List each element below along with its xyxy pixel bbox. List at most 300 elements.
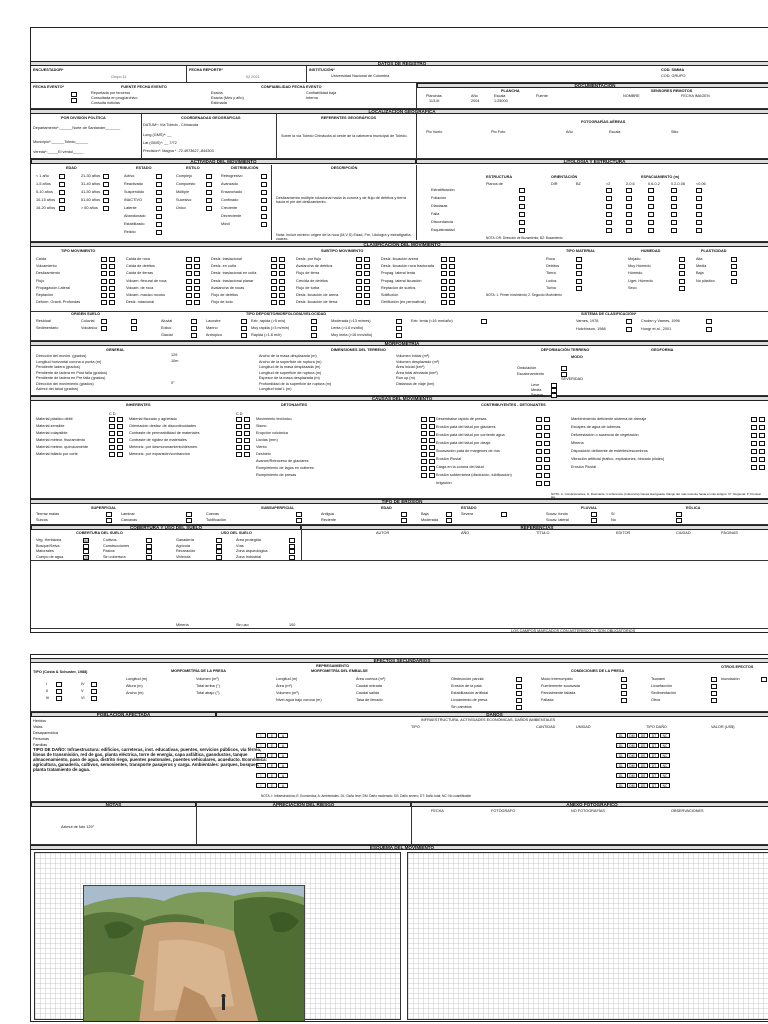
danos-code-group[interactable]	[256, 753, 289, 758]
espaciamiento-checkbox[interactable]	[626, 188, 632, 193]
contribuyente-d[interactable]	[544, 465, 550, 470]
uso-checkbox[interactable]	[289, 555, 295, 560]
contribuyente-d[interactable]	[759, 465, 765, 470]
institucion-value[interactable]: Universidad Nacional de Colombia	[331, 74, 390, 78]
danos-code[interactable]: E	[267, 743, 277, 748]
erosion-subsuperficial-item-checkbox[interactable]	[296, 518, 302, 523]
danos-code[interactable]: A	[278, 743, 288, 748]
espaciamiento-checkbox[interactable]	[648, 188, 654, 193]
danos-code[interactable]: A	[278, 763, 288, 768]
otros-item-checkbox[interactable]	[711, 698, 717, 703]
danos-tipo-dano[interactable]: DM	[627, 743, 637, 748]
sin-uso-value[interactable]: 100	[289, 623, 296, 627]
humedad-item-checkbox[interactable]	[679, 286, 685, 291]
subtipo-checkbox-2[interactable]	[364, 264, 370, 269]
esquema-grid-right[interactable]	[407, 852, 768, 1020]
contribuyente-d[interactable]	[544, 457, 550, 462]
subtipo-checkbox-1[interactable]	[356, 293, 362, 298]
estilo-item-checkbox[interactable]	[206, 174, 212, 179]
danos-tipo-dano-group[interactable]	[616, 783, 671, 788]
datum-field[interactable]: DATUM*: Vía Toledo - Chinacota	[143, 123, 199, 127]
subtipo-checkbox-2[interactable]	[194, 279, 200, 284]
estado-item-checkbox[interactable]	[156, 190, 162, 195]
erosion-edad-item-checkbox[interactable]	[401, 512, 407, 517]
humedad-item-checkbox[interactable]	[679, 279, 685, 284]
espaciamiento-checkbox[interactable]	[696, 212, 702, 217]
cobertura-value[interactable]: 80	[84, 539, 88, 543]
espaciamiento-checkbox[interactable]	[626, 220, 632, 225]
contribuyente-c[interactable]	[751, 425, 757, 430]
tm-checkbox-2[interactable]	[109, 264, 115, 269]
subtipo-checkbox-1[interactable]	[356, 271, 362, 276]
danos-code[interactable]: I	[256, 743, 266, 748]
subtipo-checkbox-2[interactable]	[364, 286, 370, 291]
tm-checkbox-1[interactable]	[101, 300, 107, 305]
sistema-checkbox[interactable]	[706, 327, 712, 332]
otros-item-checkbox[interactable]	[711, 677, 717, 682]
danos-code[interactable]: I	[256, 783, 266, 788]
detonante-c[interactable]	[421, 459, 427, 464]
inherente-d[interactable]	[117, 431, 123, 436]
danos-tipo-dano[interactable]: NC	[660, 773, 670, 778]
cobertura-checkbox[interactable]	[146, 555, 152, 560]
danos-code[interactable]: E	[267, 753, 277, 758]
inherente-c[interactable]	[109, 438, 115, 443]
contribuyente-d[interactable]	[544, 481, 550, 486]
uso-checkbox[interactable]	[216, 549, 222, 554]
distribucion-item-checkbox[interactable]	[261, 206, 267, 211]
erosion-superficial-item-checkbox[interactable]	[186, 512, 192, 517]
danos-tipo-dano[interactable]: DT	[649, 733, 659, 738]
contribuyente-c[interactable]	[536, 465, 542, 470]
subtipo-checkbox-1[interactable]	[271, 300, 277, 305]
condicion-item-checkbox[interactable]	[516, 691, 522, 696]
estado-item-checkbox[interactable]	[156, 214, 162, 219]
plano-checkbox[interactable]	[519, 220, 525, 225]
distribucion-item-checkbox[interactable]	[261, 214, 267, 219]
cobertura-value[interactable]	[83, 544, 89, 549]
subtipo-checkbox-2[interactable]	[279, 271, 285, 276]
danos-code[interactable]: E	[267, 763, 277, 768]
detonante-c[interactable]	[421, 424, 427, 429]
espaciamiento-checkbox[interactable]	[671, 204, 677, 209]
plano-checkbox[interactable]	[519, 228, 525, 233]
danos-tipo-dano[interactable]: DT	[649, 773, 659, 778]
coord-precision[interactable]: Precisión*: Magna * -72.4973627,-844303	[143, 149, 214, 153]
danos-code-group[interactable]	[256, 733, 289, 738]
danos-tipo-dano[interactable]: DM	[627, 753, 637, 758]
origen-item-checkbox[interactable]	[191, 319, 197, 324]
edad-item-checkbox[interactable]	[59, 206, 65, 211]
danos-tipo-dano[interactable]: NC	[660, 743, 670, 748]
subtipo-checkbox-2[interactable]	[449, 264, 455, 269]
danos-tipo-dano[interactable]: DL	[616, 763, 626, 768]
danos-tipo-dano[interactable]: DS	[638, 763, 648, 768]
contribuyente-c[interactable]	[536, 441, 542, 446]
espaciamiento-checkbox[interactable]	[671, 220, 677, 225]
espaciamiento-checkbox[interactable]	[626, 204, 632, 209]
severidad-item-checkbox[interactable]	[551, 393, 557, 398]
tm-checkbox-1[interactable]	[101, 293, 107, 298]
contribuyente-c[interactable]	[536, 449, 542, 454]
plasticidad-item-checkbox[interactable]	[731, 257, 737, 262]
subtipo-checkbox-1[interactable]	[271, 257, 277, 262]
contribuyente-d[interactable]	[544, 441, 550, 446]
subtipo-checkbox-1[interactable]	[441, 279, 447, 284]
subtipo-checkbox-1[interactable]	[186, 300, 192, 305]
subtipo-checkbox-2[interactable]	[364, 300, 370, 305]
notas-value[interactable]: Azimut de foto 129°	[61, 825, 95, 829]
inherente-d[interactable]	[244, 438, 250, 443]
uso-checkbox[interactable]	[216, 538, 222, 543]
erosion-superficial-item-checkbox[interactable]	[186, 518, 192, 523]
deformacion-item-checkbox[interactable]	[561, 366, 567, 371]
erosion-estado-item-checkbox[interactable]	[446, 512, 452, 517]
general-value[interactable]: 10m	[171, 358, 179, 363]
danos-code[interactable]: A	[278, 773, 288, 778]
danos-tipo-dano[interactable]: NC	[660, 753, 670, 758]
condicion-item-checkbox[interactable]	[621, 691, 627, 696]
uso-checkbox[interactable]	[216, 544, 222, 549]
danos-code[interactable]: I	[256, 753, 266, 758]
erosion-superficial-item-checkbox[interactable]	[106, 512, 112, 517]
erosion-fluvial-item-checkbox[interactable]	[591, 518, 597, 523]
subtipo-checkbox-2[interactable]	[449, 271, 455, 276]
inherente-d[interactable]	[117, 424, 123, 429]
detonante-d[interactable]	[429, 452, 435, 457]
danos-tipo-dano[interactable]: DT	[649, 743, 659, 748]
referentes-text[interactable]: Sobre la vía Toledo Chinácota al oeste de la cabecera municipal de Toledo.	[281, 134, 408, 138]
inherente-d[interactable]	[117, 417, 123, 422]
municipio-field[interactable]: Municipio*:______Toledo______	[33, 140, 89, 144]
espaciamiento-checkbox[interactable]	[626, 196, 632, 201]
velocidad-item-checkbox[interactable]	[311, 333, 317, 338]
espaciamiento-checkbox[interactable]	[696, 220, 702, 225]
coord-long[interactable]: Long (GMS)*: __	[143, 133, 172, 137]
coord-lat[interactable]: Lat (GMS)*: __ 7/72	[143, 141, 177, 145]
origen-item-checkbox[interactable]	[241, 319, 247, 324]
plancha-val[interactable]: 1:25000	[494, 99, 508, 103]
danos-tipo-dano[interactable]: DM	[627, 733, 637, 738]
plasticidad-item-checkbox[interactable]	[731, 279, 737, 284]
detonante-c[interactable]	[421, 445, 427, 450]
departamento-field[interactable]: Departamento*:______Norte de Santander_______	[33, 126, 121, 130]
subtipo-checkbox-1[interactable]	[356, 279, 362, 284]
danos-tipo-dano[interactable]: DM	[627, 763, 637, 768]
uso-checkbox[interactable]	[216, 555, 222, 560]
tm-checkbox-1[interactable]	[101, 271, 107, 276]
inundacion-checkbox[interactable]	[761, 677, 767, 682]
danos-tipo-dano-group[interactable]	[616, 733, 671, 738]
subtipo-checkbox-1[interactable]	[441, 293, 447, 298]
velocidad-item-checkbox[interactable]	[396, 319, 402, 324]
danos-code[interactable]: A	[278, 753, 288, 758]
condicion-item-checkbox[interactable]	[621, 684, 627, 689]
danos-code-group[interactable]	[256, 763, 289, 768]
material-item-checkbox[interactable]	[576, 264, 582, 269]
condicion-item-checkbox[interactable]	[621, 677, 627, 682]
espaciamiento-checkbox[interactable]	[606, 212, 612, 217]
subtipo-checkbox-2[interactable]	[449, 286, 455, 291]
erosion-estado-item-checkbox[interactable]	[446, 518, 452, 523]
inherente-d[interactable]	[244, 445, 250, 450]
velocidad-item-checkbox[interactable]	[311, 319, 317, 324]
subtipo-checkbox-2[interactable]	[194, 300, 200, 305]
cobertura-value[interactable]: 20	[84, 555, 88, 560]
humedad-item-checkbox[interactable]	[679, 264, 685, 269]
danos-tipo-dano[interactable]: NC	[660, 733, 670, 738]
contribuyente-d[interactable]	[759, 449, 765, 454]
estilo-item-checkbox[interactable]	[206, 190, 212, 195]
inherente-d[interactable]	[244, 424, 250, 429]
subtipo-checkbox-2[interactable]	[279, 300, 285, 305]
erosion-subsuperficial-item-checkbox[interactable]	[296, 512, 302, 517]
danos-tipo-dano-group[interactable]	[616, 753, 671, 758]
subtipo-checkbox-2[interactable]	[449, 257, 455, 262]
inherente-d[interactable]	[117, 452, 123, 457]
danos-tipo-dano[interactable]: DL	[616, 743, 626, 748]
contribuyente-d[interactable]	[759, 441, 765, 446]
contribuyente-c[interactable]	[536, 417, 542, 422]
inherente-c[interactable]	[109, 445, 115, 450]
velocidad-item-checkbox[interactable]	[396, 333, 402, 338]
contribuyente-c[interactable]	[536, 433, 542, 438]
estado-item-checkbox[interactable]	[156, 206, 162, 211]
subtipo-checkbox-2[interactable]	[279, 293, 285, 298]
detonante-c[interactable]	[421, 417, 427, 422]
contribuyente-c[interactable]	[751, 433, 757, 438]
espaciamiento-checkbox[interactable]	[696, 228, 702, 233]
condicion-item-checkbox[interactable]	[516, 684, 522, 689]
tipo-costa-checkbox[interactable]	[56, 689, 62, 694]
detonante-c[interactable]	[421, 466, 427, 471]
estilo-item-checkbox[interactable]	[206, 198, 212, 203]
danos-code[interactable]: I	[256, 763, 266, 768]
edad-item-checkbox[interactable]	[59, 190, 65, 195]
edad-item-checkbox[interactable]	[103, 174, 109, 179]
danos-code[interactable]: A	[278, 733, 288, 738]
inherente-d[interactable]	[117, 438, 123, 443]
edad-item-checkbox[interactable]	[59, 198, 65, 203]
cobertura-checkbox[interactable]	[146, 538, 152, 543]
subtipo-checkbox-1[interactable]	[271, 293, 277, 298]
danos-code[interactable]: E	[267, 773, 277, 778]
subtipo-checkbox-1[interactable]	[441, 300, 447, 305]
sistema-checkbox[interactable]	[626, 327, 632, 332]
subtipo-checkbox-1[interactable]	[441, 264, 447, 269]
condicion-item-checkbox[interactable]	[516, 677, 522, 682]
erosion-fluvial-item-checkbox[interactable]	[591, 512, 597, 517]
espaciamiento-checkbox[interactable]	[648, 220, 654, 225]
danos-tipo-dano[interactable]: NC	[660, 783, 670, 788]
subtipo-checkbox-2[interactable]	[449, 279, 455, 284]
inherente-c[interactable]	[109, 431, 115, 436]
espaciamiento-checkbox[interactable]	[648, 212, 654, 217]
espaciamiento-checkbox[interactable]	[648, 204, 654, 209]
detonante-d[interactable]	[429, 466, 435, 471]
danos-tipo-dano[interactable]: DL	[616, 773, 626, 778]
danos-tipo-dano-group[interactable]	[616, 743, 671, 748]
plano-checkbox[interactable]	[519, 204, 525, 209]
subtipo-checkbox-1[interactable]	[356, 300, 362, 305]
detonante-d[interactable]	[429, 459, 435, 464]
distribucion-item-checkbox[interactable]	[261, 222, 267, 227]
danos-code[interactable]: E	[267, 783, 277, 788]
material-item-checkbox[interactable]	[576, 286, 582, 291]
edad-item-checkbox[interactable]	[103, 190, 109, 195]
danos-code-group[interactable]	[256, 743, 289, 748]
contribuyente-d[interactable]	[544, 449, 550, 454]
cobertura-checkbox[interactable]	[146, 544, 152, 549]
subtipo-checkbox-1[interactable]	[186, 293, 192, 298]
edad-item-checkbox[interactable]	[59, 182, 65, 187]
subtipo-checkbox-1[interactable]	[186, 271, 192, 276]
espaciamiento-checkbox[interactable]	[606, 204, 612, 209]
detonante-d[interactable]	[429, 424, 435, 429]
detonante-c[interactable]	[421, 438, 427, 443]
subtipo-checkbox-1[interactable]	[356, 257, 362, 262]
espaciamiento-checkbox[interactable]	[626, 228, 632, 233]
subtipo-checkbox-2[interactable]	[364, 271, 370, 276]
origen-item-checkbox[interactable]	[191, 333, 197, 338]
origen-item-checkbox[interactable]	[241, 333, 247, 338]
tipo-costa-checkbox[interactable]	[91, 682, 97, 687]
danos-code-group[interactable]	[256, 773, 289, 778]
origen-item-checkbox[interactable]	[101, 319, 107, 324]
contribuyente-c[interactable]	[751, 457, 757, 462]
danos-tipo-dano[interactable]: DL	[616, 783, 626, 788]
subtipo-checkbox-1[interactable]	[271, 271, 277, 276]
espaciamiento-checkbox[interactable]	[606, 188, 612, 193]
contribuyente-d[interactable]	[544, 473, 550, 478]
inherente-c[interactable]	[236, 452, 242, 457]
tipo-costa-checkbox[interactable]	[56, 682, 62, 687]
danos-code[interactable]: A	[278, 783, 288, 788]
contribuyente-c[interactable]	[536, 425, 542, 430]
condicion-item-checkbox[interactable]	[621, 698, 627, 703]
danos-tipo-dano[interactable]: DS	[638, 773, 648, 778]
estilo-item-checkbox[interactable]	[206, 182, 212, 187]
subtipo-checkbox-2[interactable]	[279, 257, 285, 262]
velocidad-item-checkbox[interactable]	[311, 326, 317, 331]
sistema-checkbox[interactable]	[626, 319, 632, 324]
subtipo-checkbox-2[interactable]	[279, 286, 285, 291]
tipo-costa-checkbox[interactable]	[56, 696, 62, 701]
inherente-d[interactable]	[117, 445, 123, 450]
origen-item-checkbox[interactable]	[191, 326, 197, 331]
danos-code-group[interactable]	[256, 783, 289, 788]
subtipo-checkbox-1[interactable]	[186, 264, 192, 269]
danos-tipo-dano[interactable]: DT	[649, 763, 659, 768]
tm-checkbox-2[interactable]	[109, 271, 115, 276]
tm-checkbox-2[interactable]	[109, 293, 115, 298]
subtipo-checkbox-2[interactable]	[279, 264, 285, 269]
subtipo-checkbox-1[interactable]	[356, 286, 362, 291]
tm-checkbox-2[interactable]	[109, 257, 115, 262]
plano-checkbox[interactable]	[519, 188, 525, 193]
estado-item-checkbox[interactable]	[156, 182, 162, 187]
plancha-val[interactable]: 2004	[471, 99, 480, 103]
condicion-item-checkbox[interactable]	[516, 698, 522, 703]
distribucion-item-checkbox[interactable]	[261, 190, 267, 195]
espaciamiento-checkbox[interactable]	[696, 188, 702, 193]
distribucion-item-checkbox[interactable]	[261, 198, 267, 203]
subtipo-checkbox-2[interactable]	[279, 279, 285, 284]
subtipo-checkbox-2[interactable]	[194, 257, 200, 262]
vereda-field[interactable]: Vereda*:_____El verdul_____	[33, 150, 84, 154]
estado-item-checkbox[interactable]	[156, 230, 162, 235]
danos-tipo-dano[interactable]: DL	[616, 753, 626, 758]
origen-item-checkbox[interactable]	[241, 326, 247, 331]
subtipo-checkbox-1[interactable]	[186, 286, 192, 291]
subtipo-checkbox-1[interactable]	[271, 286, 277, 291]
subtipo-checkbox-2[interactable]	[364, 257, 370, 262]
detonante-c[interactable]	[421, 452, 427, 457]
danos-tipo-dano[interactable]: DM	[627, 773, 637, 778]
inherente-d[interactable]	[244, 431, 250, 436]
plancha-val[interactable]: 113-III	[429, 99, 440, 103]
contribuyente-d[interactable]	[544, 417, 550, 422]
erosion-edad-item-checkbox[interactable]	[401, 518, 407, 523]
origen-item-checkbox[interactable]	[101, 326, 107, 331]
humedad-item-checkbox[interactable]	[679, 257, 685, 262]
tm-checkbox-1[interactable]	[101, 279, 107, 284]
subtipo-checkbox-2[interactable]	[194, 293, 200, 298]
espaciamiento-checkbox[interactable]	[626, 212, 632, 217]
edad-item-checkbox[interactable]	[103, 182, 109, 187]
subtipo-checkbox-1[interactable]	[441, 286, 447, 291]
subtipo-checkbox-1[interactable]	[356, 264, 362, 269]
contribuyente-c[interactable]	[536, 457, 542, 462]
descripcion-text[interactable]: Deslizamiento múltiple rotacional hacia la corona y de flujo de detritos y tierra hacia el pie del deslizamiento.	[276, 196, 407, 205]
tm-checkbox-1[interactable]	[101, 257, 107, 262]
subtipo-checkbox-1[interactable]	[186, 279, 192, 284]
cobertura-value[interactable]	[83, 549, 89, 554]
espaciamiento-checkbox[interactable]	[671, 196, 677, 201]
espaciamiento-checkbox[interactable]	[671, 212, 677, 217]
subtipo-checkbox-2[interactable]	[194, 264, 200, 269]
erosion-estado-item-checkbox[interactable]	[501, 512, 507, 517]
contribuyente-c[interactable]	[751, 441, 757, 446]
inherente-c[interactable]	[236, 438, 242, 443]
subtipo-checkbox-2[interactable]	[364, 293, 370, 298]
espaciamiento-checkbox[interactable]	[671, 188, 677, 193]
distribucion-item-checkbox[interactable]	[261, 174, 267, 179]
subtipo-checkbox-1[interactable]	[186, 257, 192, 262]
subtipo-checkbox-1[interactable]	[271, 264, 277, 269]
tm-checkbox-2[interactable]	[109, 279, 115, 284]
inherente-d[interactable]	[244, 417, 250, 422]
estado-item-checkbox[interactable]	[156, 198, 162, 203]
inherente-c[interactable]	[109, 452, 115, 457]
condicion-item-checkbox[interactable]	[516, 705, 522, 710]
danos-tipo-dano[interactable]: NC	[660, 763, 670, 768]
estado-item-checkbox[interactable]	[156, 174, 162, 179]
tm-checkbox-1[interactable]	[101, 264, 107, 269]
edad-item-checkbox[interactable]	[103, 198, 109, 203]
plasticidad-item-checkbox[interactable]	[731, 271, 737, 276]
inherente-c[interactable]	[236, 445, 242, 450]
danos-tipo-dano[interactable]: DT	[649, 753, 659, 758]
inherente-d[interactable]	[244, 452, 250, 457]
danos-tipo-dano-group[interactable]	[616, 763, 671, 768]
inherente-c[interactable]	[236, 424, 242, 429]
danos-code[interactable]: E	[267, 733, 277, 738]
subtipo-checkbox-2[interactable]	[364, 279, 370, 284]
detonante-c[interactable]	[421, 431, 427, 436]
uso-checkbox[interactable]	[289, 538, 295, 543]
otros-item-checkbox[interactable]	[711, 684, 717, 689]
